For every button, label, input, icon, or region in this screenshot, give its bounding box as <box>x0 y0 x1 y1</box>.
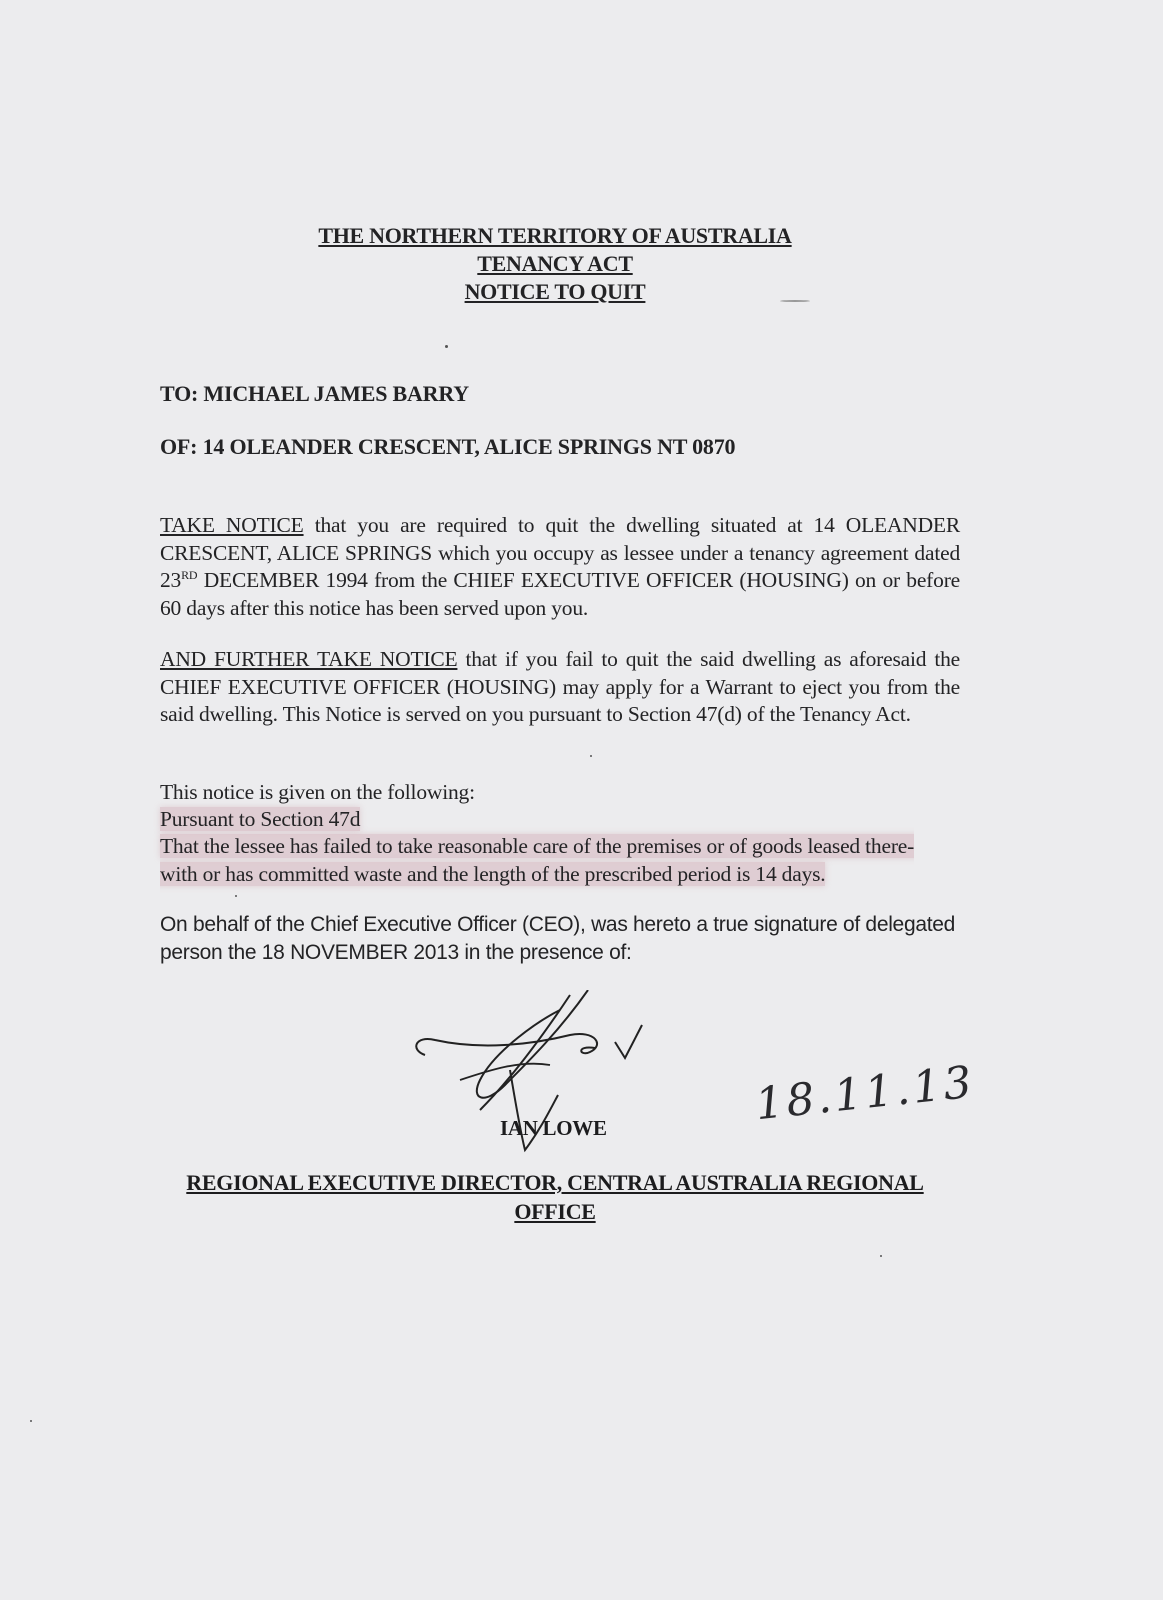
further-notice-text: that if you fail to quit the said dwelling as aforesaid the CHIEF EXECUTIVE OFFICER (HOUSING) may apply for a Warrant to eject you from the said dwelling. This Notice is served on you pursuant to Section 47(d) of the Tenancy Act. <box>160 647 960 726</box>
grounds-intro: This notice is given on the following: <box>160 780 475 804</box>
signatory-name: IAN LOWE <box>500 1116 607 1140</box>
take-notice-text-b: DECEMBER 1994 from the CHIEF EXECUTIVE OFFICER (HOUSING) on or before 60 days after this notice has been served upon you. <box>160 568 960 620</box>
signature-scribble <box>410 990 670 1170</box>
grounds-detail <box>160 833 930 888</box>
heading-notice-title: NOTICE TO QUIT <box>464 279 646 304</box>
scan-speck <box>445 345 448 348</box>
heading-act: TENANCY ACT <box>477 251 633 276</box>
scan-speck <box>590 755 592 757</box>
recipient-address: OF: 14 OLEANDER CRESCENT, ALICE SPRINGS NT 0870 <box>160 434 736 459</box>
grounds-section <box>160 806 360 834</box>
take-notice-paragraph <box>160 512 960 622</box>
grounds-detail-highlight: That the lessee has failed to take reasonable care of the premises or of goods leased there-with or has committed waste and the length of the prescribed period is 14 days. <box>160 834 915 886</box>
scan-speck <box>780 300 810 302</box>
recipient-name: TO: MICHAEL JAMES BARRY <box>160 381 469 406</box>
grounds-section-highlight: Pursuant to Section 47d <box>160 807 361 831</box>
behalf-statement: On behalf of the Chief Executive Officer (CEO), was hereto a true signature of delegated person the 18 NOVEMBER 2013 in the presence of: <box>160 913 955 964</box>
signature-date: 18.11.13 <box>752 1056 978 1131</box>
take-notice-lead: TAKE NOTICE <box>160 513 304 537</box>
scan-speck <box>880 1255 882 1257</box>
date-superscript: RD <box>181 567 198 582</box>
scan-speck <box>30 1420 32 1422</box>
further-notice-paragraph <box>160 646 960 729</box>
further-notice-lead: AND FURTHER TAKE NOTICE <box>160 647 458 671</box>
scan-speck <box>235 895 237 897</box>
take-notice-text-a: that you are required to quit the dwelling situated at 14 OLEANDER CRESCENT, ALICE SPRINGS which you occupy as lessee under a tenancy agreement dated 23 <box>160 513 961 592</box>
signatory-role-line2: OFFICE <box>514 1199 596 1224</box>
signatory-role-line1: REGIONAL EXECUTIVE DIRECTOR, CENTRAL AUSTRALIA REGIONAL <box>186 1170 924 1195</box>
heading-jurisdiction: THE NORTHERN TERRITORY OF AUSTRALIA <box>318 223 792 248</box>
